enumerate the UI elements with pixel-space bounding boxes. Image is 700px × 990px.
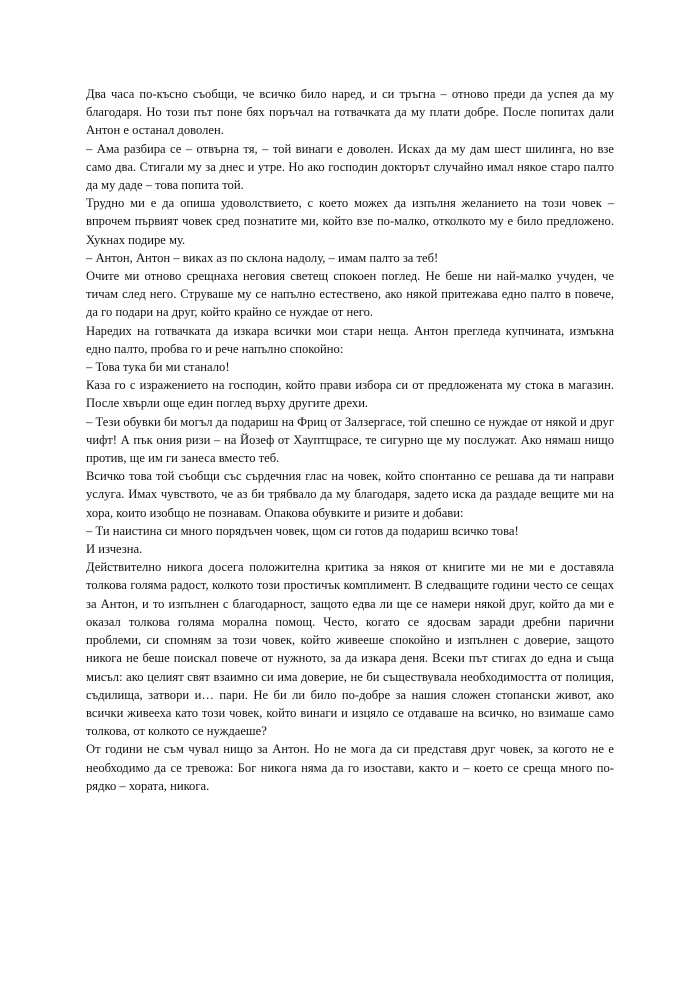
- document-body: [86, 85, 614, 795]
- paragraph: – Ама разбира се – отвърна тя, – той винаги е доволен. Исках да му дам шест шилинга, но взе само два. Стигали му за днес и утре. Но ако господин докторът случайно имал някое старо палто да му даде – това попита той.: [86, 141, 614, 193]
- paragraph: Очите ми отново срещнаха неговия светещ спокоен поглед. Не беше ни най-малко учуден, че тичам след него. Струваше му се напълно естествено, ако някой притежава едно палто в повече, да го подари на друг, който крайно се нуждае от него.: [86, 269, 614, 320]
- paragraph: – Антон, Антон – виках аз по склона надолу, – имам палто за теб!: [86, 250, 439, 265]
- paragraph: Наредих на готвачката да изкара всички мои стари неща. Антон прегледа купчината, измъкна едно палто, пробва го и рече напълно спокойно:: [86, 323, 614, 356]
- paragraph: Действително никога досега положителна критика за някоя от книгите ми не ми е доставяла толкова голяма радост, колкото този простичък комплимент. В следващите години често се сещах за Антон, и то изпълнен с благодарност, защото едва ли ще се намери някой друг, който да ми е оказал толкова голяма морална помощ. Често, когато се ядосвам заради дребни парични проблеми, си спомням за този човек, който живееше спокойно и изпълнен с доверие, защото никога не беше поискал повече от нужното, за да изкара деня. Всеки път стигах до една и съща мисъл: ако целият свят взаимно си има доверие, не би съществувала необходимостта от полиция, съдилища, затвори и… пари. Не би ли било по-добре за нашия сложен стопански живот, ако всички живееха като този човек, който винаги и изцяло се отдаваше на всичко, но взимаше само толкова, от колкото се нуждаеше?: [86, 560, 614, 739]
- paragraph: От години не съм чувал нищо за Антон. Но не мога да си представя друг човек, за когото не е необходимо да се тревожа: Бог никога няма да го изостави, както и – което се среща много по-рядко – хората, никога.: [86, 742, 614, 793]
- paragraph: Два часа по-късно съобщи, че всичко било наред, и си тръгна – отново преди да успея да му благодаря. Но този път поне бях поръчал на готвачката да му плати добре. После попитах дали Антон е останал доволен.: [86, 87, 614, 138]
- paragraph: Каза го с изражението на господин, който прави избора си от предложената му стока в магазин. После хвърли още един поглед върху другите дрехи.: [86, 378, 614, 411]
- paragraph: Всичко това той съобщи със сърдечния глас на човек, който спонтанно се решава да ти направи услуга. Имах чувството, че аз би трябвало да му благодаря, задето иска да раздаде вещите ми на хора, които изобщо не познавам. Опакова обувките и ризите и добави:: [86, 469, 614, 520]
- paragraph: И изчезна.: [86, 542, 143, 557]
- paragraph: – Тези обувки би могъл да подариш на Фриц от Залзергасе, той спешно се нуждае от някой и друг чифт! А пък ония ризи – на Йозеф от Хауптщрасе, те сигурно ще му послужат. Ако нямаш нищо против, ще им ги занеса вместо теб.: [86, 414, 614, 466]
- paragraph: – Това тука би ми станало!: [86, 360, 230, 375]
- paragraph: – Ти наистина си много порядъчен човек, щом си готов да подариш всичко това!: [86, 523, 519, 538]
- paragraph: Трудно ми е да опиша удоволствието, с което можех да изпълня желанието на този човек – впрочем първият човек сред познатите ми, който взе по-малко, отколкото му е било предложено. Хукнах подире му.: [86, 196, 614, 247]
